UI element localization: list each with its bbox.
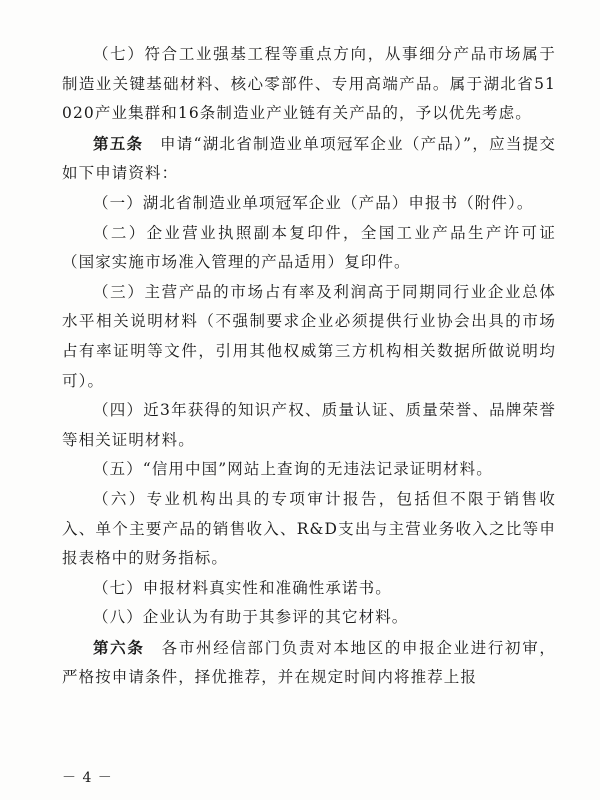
paragraph-material-4 [62, 396, 556, 455]
paragraph-material-5 [62, 455, 556, 485]
paragraph-article-5 [62, 129, 556, 189]
paragraph-text: 申请“湖北省制造业单项冠军企业（产品）”，应当提交如下申请资料： [62, 134, 556, 183]
page-number: － 4 － [62, 770, 113, 786]
paragraph-text: （三）主营产品的市场占有率及利润高于同期同行业企业总体水平相关说明材料（不强制要求企业必须提供行业协会出具的市场占有率证明等文件，引用其他权威第三方机构相关数据所做说明均可）。 [62, 282, 556, 390]
paragraph-text: 各市州经信部门负责对本地区的申报企业进行初审，严格按申请条件，择优推荐，并在规定时间内将推荐上报 [62, 638, 556, 687]
paragraph-text: （六）专业机构出具的专项审计报告，包括但不限于销售收入、单个主要产品的销售收入、R&D支出与主营业务收入之比等申报表格中的财务指标。 [62, 489, 556, 568]
paragraph-material-6 [62, 485, 556, 574]
article-label: 第五条 [93, 133, 144, 153]
paragraph-text: （七）申报材料真实性和准确性承诺书。 [93, 578, 392, 597]
paragraph-text: （五）“信用中国”网站上查询的无违法记录证明材料。 [93, 460, 493, 479]
paragraph-article-6 [62, 633, 556, 693]
article-label: 第六条 [93, 637, 145, 657]
paragraph-text: （一）湖北省制造业单项冠军企业（产品）申报书（附件）。 [93, 193, 534, 212]
paragraph-material-1 [62, 189, 556, 219]
paragraph-material-7 [62, 574, 556, 604]
paragraph-text: （八）企业认为有助于其参评的其它材料。 [93, 608, 409, 627]
paragraph-text: （七）符合工业强基工程等重点方向，从事细分产品市场属于制造业关键基础材料、核心零部件、专用高端产品。属于湖北省51020产业集群和16条制造业产业链有关产品的，予以优先考虑。 [62, 45, 556, 123]
paragraph-text: （四）近3年获得的知识产权、质量认证、质量荣誉、品牌荣誉等相关证明材料。 [62, 401, 556, 449]
paragraph-material-8 [62, 603, 556, 633]
document-body [62, 40, 556, 693]
paragraph-text: （二）企业营业执照副本复印件，全国工业产品生产许可证（国家实施市场准入管理的产品适用）复印件。 [62, 223, 556, 272]
paragraph-material-2 [62, 219, 556, 278]
paragraph-material-3 [62, 278, 556, 396]
paragraph-condition-7 [62, 40, 556, 129]
